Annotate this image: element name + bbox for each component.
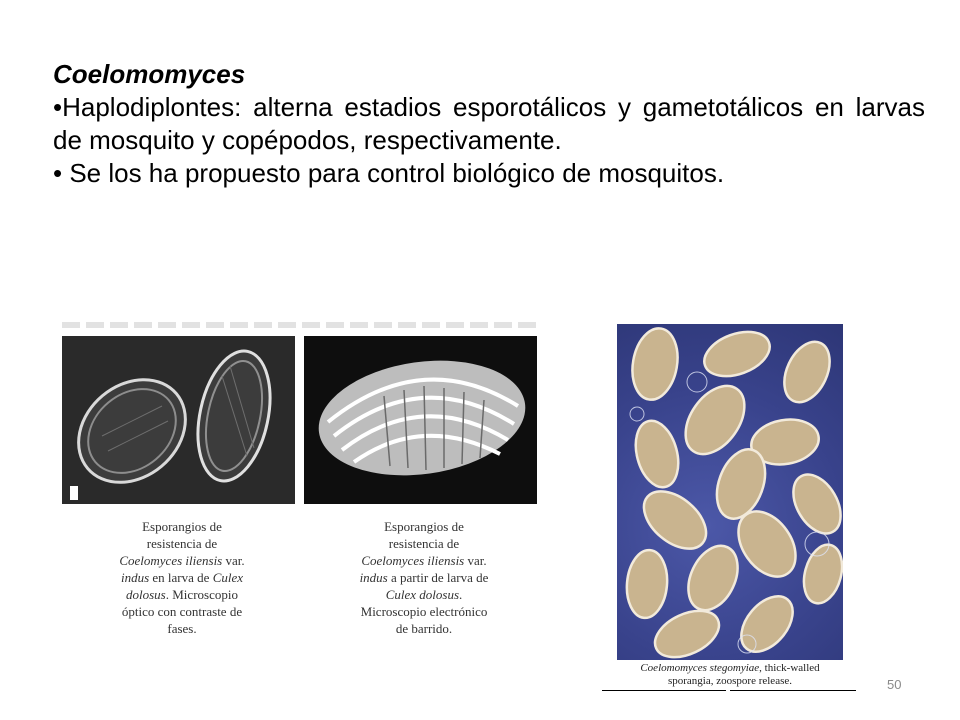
- caption-line: fases.: [167, 621, 197, 636]
- caption-text: .: [459, 587, 463, 602]
- species-name: Coelomyces iliensis: [119, 553, 223, 568]
- host-name: Culex: [212, 570, 244, 585]
- caption-line: [324, 586, 524, 603]
- species-name: Coelomomyces stegomyiae: [640, 662, 760, 674]
- scan-artifact: [62, 322, 537, 328]
- host-name: Culex dolosus: [385, 587, 460, 602]
- figure-left: [62, 322, 537, 662]
- caption-line: óptico con contraste de: [121, 604, 243, 619]
- caption-text: var.: [222, 553, 245, 568]
- caption-line: [82, 569, 282, 586]
- page-number: 50: [887, 677, 902, 692]
- caption-rule-right: [730, 690, 856, 691]
- caption-line: resistencia de: [388, 536, 460, 551]
- caption-line: Esporangios de: [142, 519, 222, 534]
- sem-micrograph: [304, 336, 537, 504]
- slide-title: Coelomomyces: [53, 59, 246, 89]
- caption-line: [324, 552, 524, 569]
- caption-line: [82, 586, 282, 603]
- caption-text: , thick-walled sporangia, zoospore release.: [667, 662, 820, 687]
- phase-contrast-micrograph: [62, 336, 295, 504]
- caption-text: a partir de larva de: [387, 570, 489, 585]
- sporangia-photo: [617, 324, 843, 660]
- caption-text: var.: [464, 553, 487, 568]
- variety-name: indus: [359, 570, 388, 585]
- caption-stegomyiae: [619, 662, 841, 688]
- caption-line: [82, 552, 282, 569]
- caption-sem: [324, 518, 524, 637]
- caption-line: de barrido.: [395, 621, 453, 636]
- bullet-control-biologico: • Se los ha propuesto para control biológico de mosquitos.: [53, 158, 725, 188]
- caption-line: Microscopio electrónico: [360, 604, 488, 619]
- variety-name: indus: [120, 570, 150, 585]
- caption-line: [324, 569, 524, 586]
- caption-text: en larva de: [149, 570, 213, 585]
- bullet-haplodiplontes: •Haplodiplontes: alterna estadios esporotálicos y gametotálicos en larvas de mosquito y copépodos, respectivamente.: [53, 92, 925, 155]
- caption-phase-contrast: [82, 518, 282, 637]
- caption-line: resistencia de: [146, 536, 218, 551]
- caption-text: . Microscopio: [165, 587, 238, 602]
- slide-body: [53, 58, 925, 190]
- caption-rule-left: [602, 690, 726, 691]
- species-name: Coelomyces iliensis: [361, 553, 465, 568]
- caption-line: Esporangios de: [384, 519, 464, 534]
- figure-right: [617, 324, 843, 689]
- host-name: dolosus: [126, 587, 166, 602]
